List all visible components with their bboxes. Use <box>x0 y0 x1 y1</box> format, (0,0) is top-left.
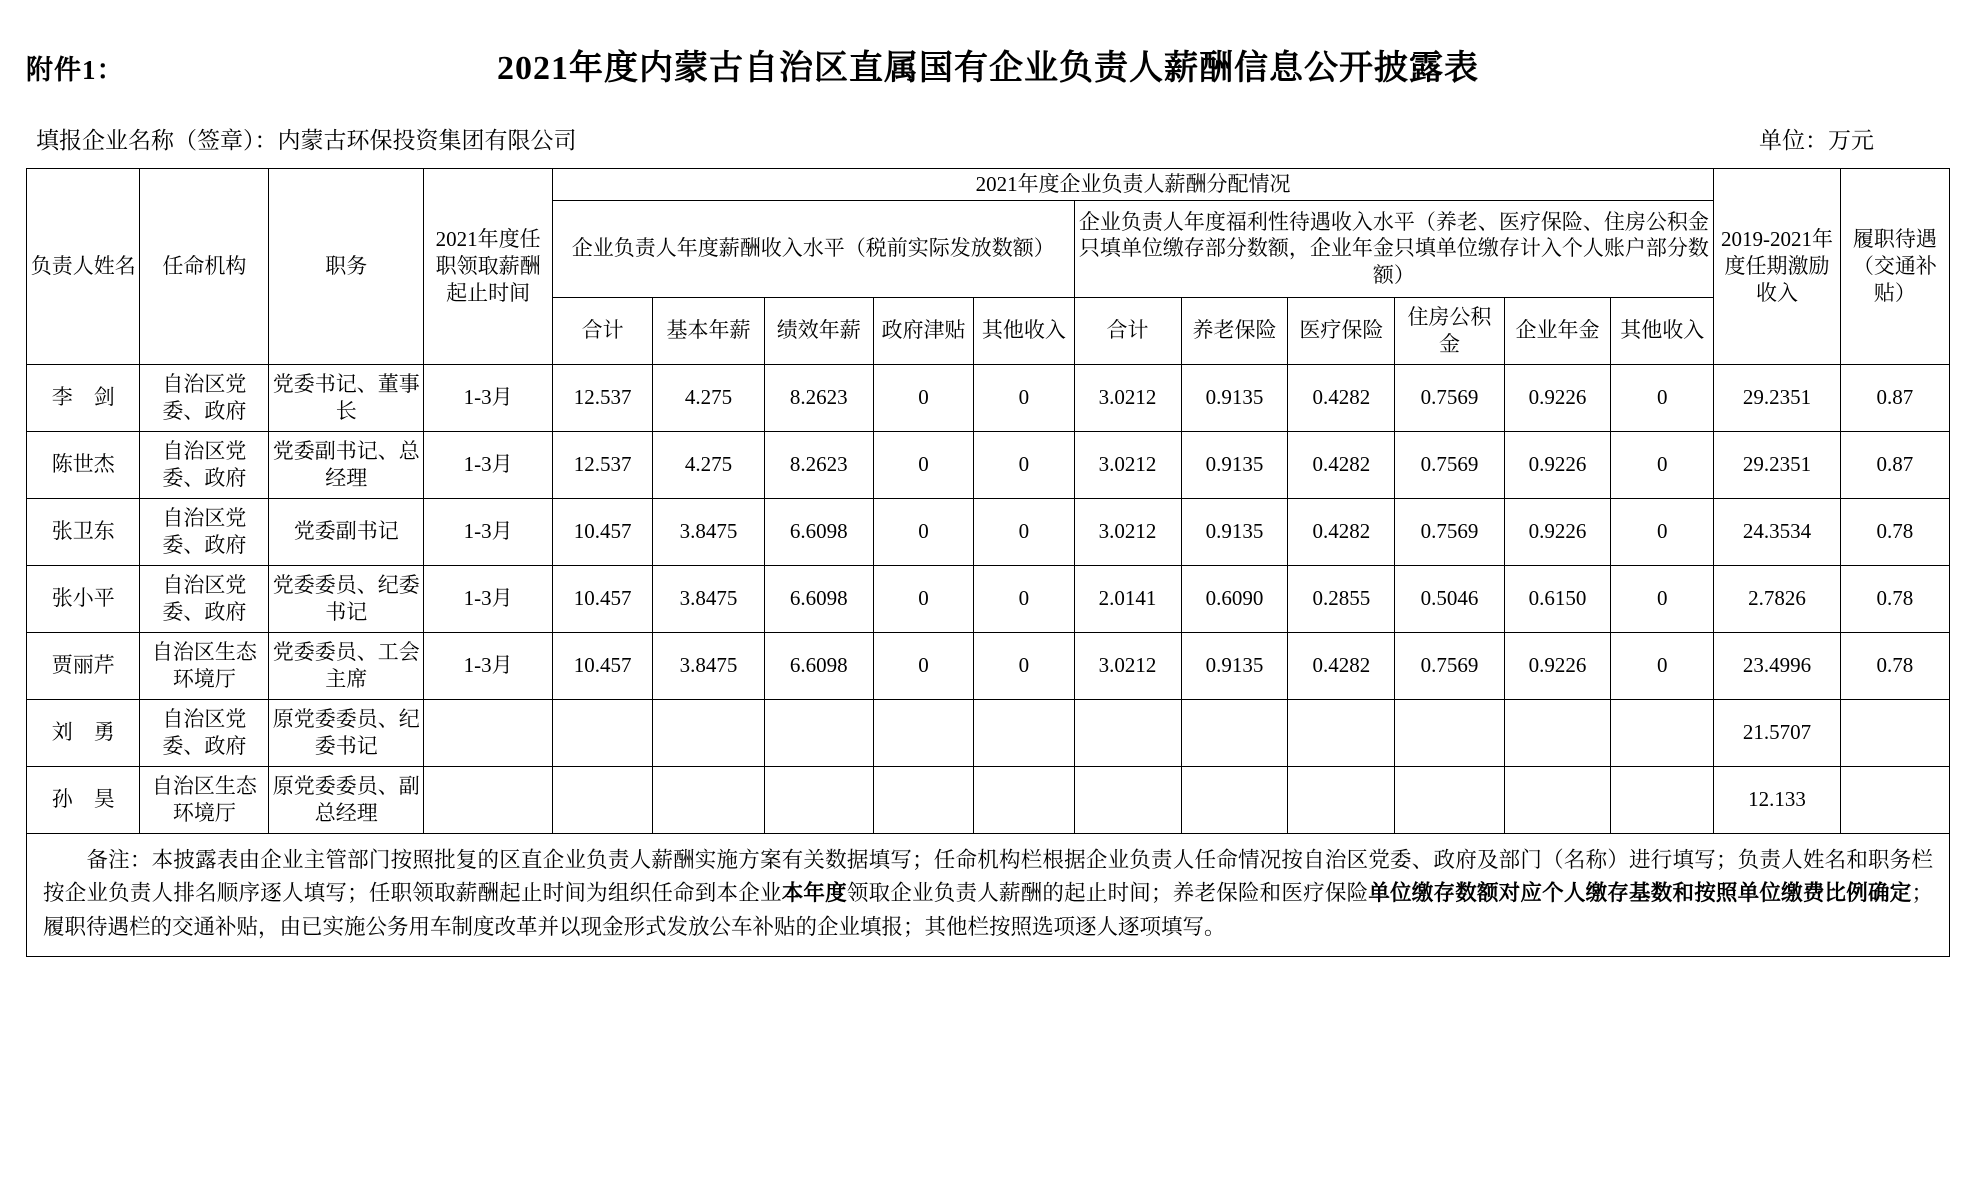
cell-appoint-org: 自治区生态环境厅 <box>140 766 269 833</box>
cell-appoint-org: 自治区党委、政府 <box>140 699 269 766</box>
cell-base-salary: 3.8475 <box>653 498 764 565</box>
cell-tenure-period <box>424 699 553 766</box>
cell-appoint-org: 自治区党委、政府 <box>140 565 269 632</box>
cell-salary-total <box>552 699 652 766</box>
cell-name: 陈世杰 <box>27 431 140 498</box>
cell-position: 党委委员、纪委书记 <box>269 565 424 632</box>
cell-other-income-1: 0 <box>974 498 1074 565</box>
cell-incentive-income: 29.2351 <box>1714 364 1841 431</box>
cell-performance-salary <box>764 699 873 766</box>
cell-performance-salary: 6.6098 <box>764 498 873 565</box>
cell-appoint-org: 自治区党委、政府 <box>140 498 269 565</box>
th-position: 职务 <box>269 169 424 365</box>
cell-incentive-income: 24.3534 <box>1714 498 1841 565</box>
cell-pension: 0.9135 <box>1181 498 1288 565</box>
th-annuity: 企业年金 <box>1504 297 1611 364</box>
cell-incentive-income: 23.4996 <box>1714 632 1841 699</box>
th-duty-benefit: 履职待遇（交通补贴） <box>1840 169 1949 365</box>
cell-pension: 0.9135 <box>1181 431 1288 498</box>
cell-position: 党委副书记 <box>269 498 424 565</box>
cell-annuity: 0.9226 <box>1504 498 1611 565</box>
cell-other-income-2 <box>1611 699 1714 766</box>
enterprise-name-line: 填报企业名称（签章）：内蒙古环保投资集团有限公司 <box>36 128 577 153</box>
cell-appoint-org: 自治区党委、政府 <box>140 364 269 431</box>
cell-salary-total: 10.457 <box>552 632 652 699</box>
th-distribution-group: 2021年度企业负责人薪酬分配情况 <box>552 169 1713 201</box>
cell-name: 孙 昊 <box>27 766 140 833</box>
table-row <box>27 498 1950 565</box>
table-row <box>27 565 1950 632</box>
cell-pension <box>1181 766 1288 833</box>
cell-incentive-income: 2.7826 <box>1714 565 1841 632</box>
table-header-row-1 <box>27 169 1950 201</box>
cell-other-income-1 <box>974 766 1074 833</box>
cell-duty-benefit: 0.78 <box>1840 632 1949 699</box>
cell-salary-total: 10.457 <box>552 498 652 565</box>
cell-incentive-income: 21.5707 <box>1714 699 1841 766</box>
cell-annuity: 0.9226 <box>1504 632 1611 699</box>
th-tenure-period: 2021年度任职领取薪酬起止时间 <box>424 169 553 365</box>
cell-other-income-1: 0 <box>974 431 1074 498</box>
cell-position: 党委副书记、总经理 <box>269 431 424 498</box>
cell-gov-allowance: 0 <box>873 565 973 632</box>
cell-incentive-income: 12.133 <box>1714 766 1841 833</box>
th-incentive-income: 2019-2021年度任期激励收入 <box>1714 169 1841 365</box>
cell-base-salary <box>653 766 764 833</box>
th-gov-allowance: 政府津贴 <box>873 297 973 364</box>
cell-position: 原党委委员、副总经理 <box>269 766 424 833</box>
th-other-income-1: 其他收入 <box>974 297 1074 364</box>
cell-housing-fund <box>1395 766 1504 833</box>
cell-duty-benefit: 0.78 <box>1840 498 1949 565</box>
table-body <box>27 364 1950 833</box>
cell-other-income-1: 0 <box>974 565 1074 632</box>
table-notes <box>26 834 1950 957</box>
cell-annuity: 0.6150 <box>1504 565 1611 632</box>
cell-salary-total: 12.537 <box>552 431 652 498</box>
cell-medical: 0.4282 <box>1288 364 1395 431</box>
cell-other-income-1 <box>974 699 1074 766</box>
document-header <box>26 22 1950 86</box>
cell-tenure-period <box>424 766 553 833</box>
cell-tenure-period: 1-3月 <box>424 498 553 565</box>
cell-duty-benefit <box>1840 766 1949 833</box>
cell-salary-total <box>552 766 652 833</box>
th-welfare-total: 合计 <box>1074 297 1181 364</box>
table-row <box>27 632 1950 699</box>
cell-other-income-1: 0 <box>974 632 1074 699</box>
cell-annuity: 0.9226 <box>1504 364 1611 431</box>
cell-appoint-org: 自治区党委、政府 <box>140 431 269 498</box>
cell-base-salary: 3.8475 <box>653 565 764 632</box>
cell-duty-benefit: 0.78 <box>1840 565 1949 632</box>
cell-appoint-org: 自治区生态环境厅 <box>140 632 269 699</box>
cell-performance-salary: 6.6098 <box>764 632 873 699</box>
cell-duty-benefit: 0.87 <box>1840 431 1949 498</box>
table-row <box>27 431 1950 498</box>
cell-annuity <box>1504 699 1611 766</box>
th-salary-total: 合计 <box>552 297 652 364</box>
unit-line: 单位：万元 <box>1759 128 1874 153</box>
cell-medical <box>1288 699 1395 766</box>
cell-welfare-total: 3.0212 <box>1074 364 1181 431</box>
cell-name: 贾丽芹 <box>27 632 140 699</box>
cell-housing-fund: 0.7569 <box>1395 431 1504 498</box>
attachment-label: 附件1： <box>26 55 125 85</box>
table-row <box>27 766 1950 833</box>
cell-duty-benefit <box>1840 699 1949 766</box>
cell-base-salary: 4.275 <box>653 364 764 431</box>
cell-tenure-period: 1-3月 <box>424 364 553 431</box>
cell-welfare-total: 2.0141 <box>1074 565 1181 632</box>
cell-base-salary: 3.8475 <box>653 632 764 699</box>
cell-other-income-2: 0 <box>1611 498 1714 565</box>
cell-duty-benefit: 0.87 <box>1840 364 1949 431</box>
cell-welfare-total: 3.0212 <box>1074 431 1181 498</box>
cell-pension <box>1181 699 1288 766</box>
cell-medical <box>1288 766 1395 833</box>
cell-other-income-2: 0 <box>1611 632 1714 699</box>
cell-housing-fund: 0.7569 <box>1395 364 1504 431</box>
cell-incentive-income: 29.2351 <box>1714 431 1841 498</box>
cell-tenure-period: 1-3月 <box>424 632 553 699</box>
cell-position: 原党委委员、纪委书记 <box>269 699 424 766</box>
cell-name: 李 剑 <box>27 364 140 431</box>
cell-other-income-1: 0 <box>974 364 1074 431</box>
notes-part-1: 备注：本披露表由企业主管部门按照批复的区直企业负责人薪酬实施方案有关数据填写；任命机构栏根据企业负责人任命情况按自治区党委、政府及部门（名称）进行填写；负责人姓名和职务栏按企业负责人排名顺序逐人填写；任职领取薪酬起止时间为组织任命到本企业 <box>43 847 1933 906</box>
th-base-salary: 基本年薪 <box>653 297 764 364</box>
cell-position: 党委委员、工会主席 <box>269 632 424 699</box>
th-pension: 养老保险 <box>1181 297 1288 364</box>
cell-medical: 0.2855 <box>1288 565 1395 632</box>
notes-part-2: 领取企业负责人薪酬的起止时间；养老保险和医疗保险 <box>846 881 1369 906</box>
cell-gov-allowance: 0 <box>873 364 973 431</box>
th-medical: 医疗保险 <box>1288 297 1395 364</box>
cell-other-income-2 <box>1611 766 1714 833</box>
notes-bold-1: 本年度 <box>781 881 847 906</box>
th-appoint-org: 任命机构 <box>140 169 269 365</box>
th-salary-group: 企业负责人年度薪酬收入水平（税前实际发放数额） <box>552 200 1074 297</box>
cell-welfare-total: 3.0212 <box>1074 632 1181 699</box>
cell-gov-allowance: 0 <box>873 498 973 565</box>
cell-name: 张小平 <box>27 565 140 632</box>
th-name: 负责人姓名 <box>27 169 140 365</box>
cell-pension: 0.9135 <box>1181 364 1288 431</box>
th-performance-salary: 绩效年薪 <box>764 297 873 364</box>
cell-name: 刘 勇 <box>27 699 140 766</box>
cell-annuity: 0.9226 <box>1504 431 1611 498</box>
cell-pension: 0.6090 <box>1181 565 1288 632</box>
cell-performance-salary: 6.6098 <box>764 565 873 632</box>
th-other-income-2: 其他收入 <box>1611 297 1714 364</box>
cell-housing-fund <box>1395 699 1504 766</box>
cell-annuity <box>1504 766 1611 833</box>
cell-other-income-2: 0 <box>1611 431 1714 498</box>
cell-salary-total: 12.537 <box>552 364 652 431</box>
cell-performance-salary <box>764 766 873 833</box>
cell-salary-total: 10.457 <box>552 565 652 632</box>
cell-tenure-period: 1-3月 <box>424 431 553 498</box>
notes-bold-2: 单位缴存数额对应个人缴存基数和按照单位缴费比例确定 <box>1368 881 1912 906</box>
th-welfare-group: 企业负责人年度福利性待遇收入水平（养老、医疗保险、住房公积金只填单位缴存部分数额，企业年金只填单位缴存计入个人账户部分数额） <box>1074 200 1714 297</box>
cell-medical: 0.4282 <box>1288 498 1395 565</box>
cell-tenure-period: 1-3月 <box>424 565 553 632</box>
salary-disclosure-table <box>26 168 1950 834</box>
cell-housing-fund: 0.7569 <box>1395 498 1504 565</box>
cell-position: 党委书记、董事长 <box>269 364 424 431</box>
cell-gov-allowance: 0 <box>873 431 973 498</box>
cell-gov-allowance: 0 <box>873 632 973 699</box>
table-row <box>27 364 1950 431</box>
cell-pension: 0.9135 <box>1181 632 1288 699</box>
cell-welfare-total: 3.0212 <box>1074 498 1181 565</box>
cell-base-salary: 4.275 <box>653 431 764 498</box>
cell-housing-fund: 0.7569 <box>1395 632 1504 699</box>
th-housing-fund: 住房公积金 <box>1395 297 1504 364</box>
cell-other-income-2: 0 <box>1611 565 1714 632</box>
page-title: 2021年度内蒙古自治区直属国有企业负责人薪酬信息公开披露表 <box>497 50 1479 87</box>
notes-part-3: ；履职待遇栏的交通补贴，由已实施公务用车制度改革并以现金形式发放公车补贴的企业填报；其他栏按照选项逐人逐项填写。 <box>43 881 1933 939</box>
cell-gov-allowance <box>873 699 973 766</box>
cell-medical: 0.4282 <box>1288 632 1395 699</box>
cell-name: 张卫东 <box>27 498 140 565</box>
cell-housing-fund: 0.5046 <box>1395 565 1504 632</box>
cell-other-income-2: 0 <box>1611 364 1714 431</box>
cell-medical: 0.4282 <box>1288 431 1395 498</box>
cell-welfare-total <box>1074 766 1181 833</box>
table-row <box>27 699 1950 766</box>
cell-performance-salary: 8.2623 <box>764 364 873 431</box>
cell-performance-salary: 8.2623 <box>764 431 873 498</box>
cell-gov-allowance <box>873 766 973 833</box>
cell-base-salary <box>653 699 764 766</box>
cell-welfare-total <box>1074 699 1181 766</box>
subheader <box>26 112 1950 166</box>
